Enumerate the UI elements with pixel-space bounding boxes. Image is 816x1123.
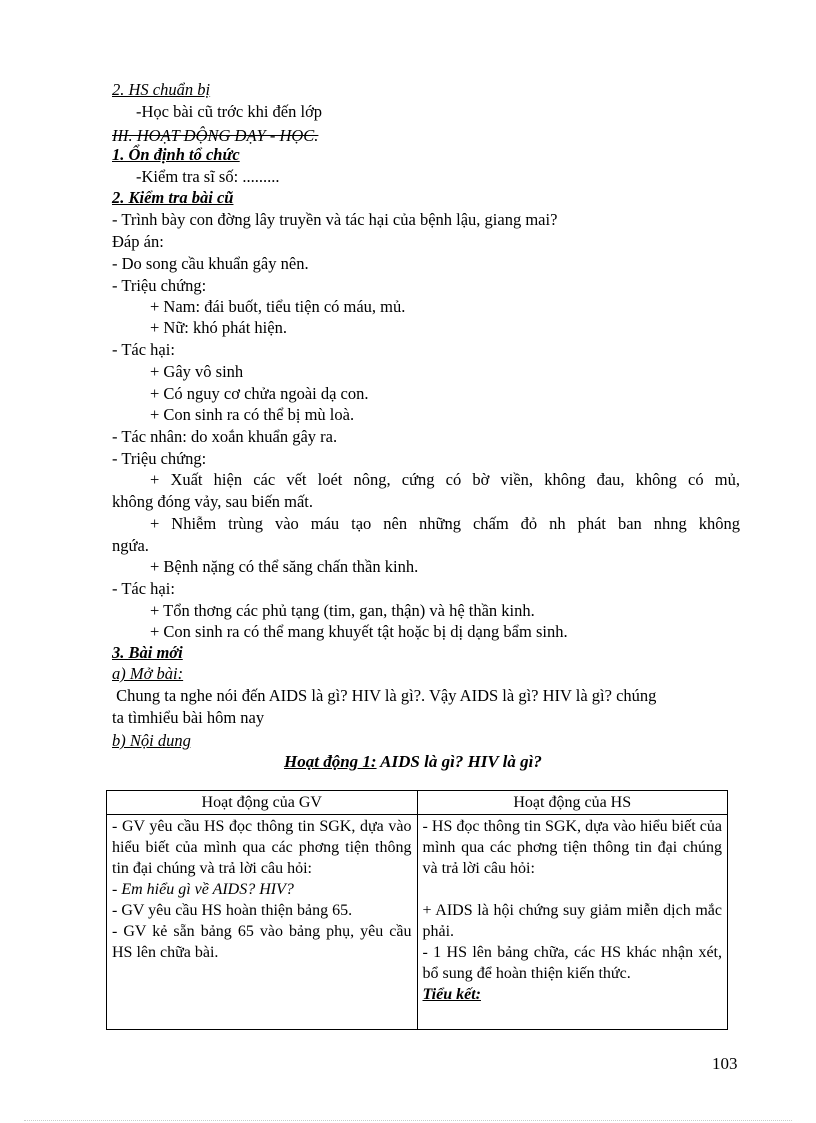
answer-line: + Con sinh ra có thể bị mù loà. xyxy=(150,405,355,424)
answer-line: + Gây vô sinh xyxy=(150,362,244,381)
answer-line: + Tổn thơng các phủ tạng (tim, gan, thận) và hệ thần kinh. xyxy=(150,601,535,620)
summary-label: Tiểu kết: xyxy=(422,986,481,1003)
prep-heading: 2. HS chuẩn bị xyxy=(112,80,211,99)
hs-cell xyxy=(417,815,728,1030)
gv-question: - Em hiểu gì về AIDS? HIV? xyxy=(112,881,294,898)
spacer xyxy=(423,879,723,900)
answer-line: + Nam: đái buốt, tiểu tiện có máu, mủ. xyxy=(150,297,406,316)
gv-line: - GV kẻ sẵn bảng 65 vào bảng phụ, yêu cầu HS lên chữa bài. xyxy=(112,923,412,961)
answer-line: không đóng vảy, sau biến mất. xyxy=(112,492,314,511)
activity-question: AIDS là gì? HIV là gì? xyxy=(376,752,542,771)
answer-line: - Do song cầu khuẩn gây nên. xyxy=(112,254,309,273)
hs-line: - 1 HS lên bảng chữa, các HS khác nhận xét, bổ sung để hoàn thiện kiến thức. xyxy=(422,944,722,982)
gv-cell xyxy=(107,815,418,1030)
activity-label: Hoạt động 1: xyxy=(284,752,377,771)
gv-line: - GV yêu cầu HS hoàn thiện bảng 65. xyxy=(112,902,353,919)
answer-label: Đáp án: xyxy=(112,232,164,251)
table-row xyxy=(107,815,728,1030)
intro-text-line: Chung ta nghe nói đến AIDS là gì? HIV là gì?. Vậy AIDS là gì? HIV là gì? chúng xyxy=(112,686,657,705)
answer-line: + Bệnh nặng có thể săng chấn thần kinh. xyxy=(150,557,419,576)
hs-line: - HS đọc thông tin SGK, dựa vào hiểu biết của mình qua các phơng tiện thông tin đại chúng và trả lời câu hỏi: xyxy=(422,818,722,877)
answer-line: + Con sinh ra có thể mang khuyết tật hoặc bị dị dạng bẩm sinh. xyxy=(150,622,568,641)
col-header-hs: Hoạt động của HS xyxy=(417,791,728,815)
answer-line: - Tác hại: xyxy=(112,579,175,598)
answer-line: + Có nguy cơ chửa ngoài dạ con. xyxy=(150,384,369,403)
answer-line: - Tác hại: xyxy=(112,340,175,359)
hs-line: + AIDS là hội chứng suy giảm miễn dịch mắc phải. xyxy=(422,902,722,940)
step2-heading: 2. Kiểm tra bài cũ xyxy=(112,188,234,207)
answer-line: - Triệu chứng: xyxy=(112,276,207,295)
step3-heading: 3. Bài mới xyxy=(112,643,183,662)
answer-line: - Triệu chứng: xyxy=(112,449,207,468)
step1-item: -Kiểm tra sĩ số: ......... xyxy=(136,167,280,186)
answer-line: ngứa. xyxy=(112,536,149,555)
table-header-row xyxy=(107,791,728,815)
activity-table xyxy=(106,790,728,1030)
step1-heading: 1. Ổn định tổ chức xyxy=(112,145,240,164)
answer-line: + Xuất hiện các vết loét nông, cứng có bờ viền, không đau, không có mủ, xyxy=(150,470,740,489)
section-heading: III. HOẠT ĐỘNG DẠY - HỌC. xyxy=(112,126,319,145)
activity-title xyxy=(284,752,542,772)
answer-line: + Nhiễm trùng vào máu tạo nên những chấm đỏ nh phát ban nhng không xyxy=(150,514,740,533)
prep-item: -Học bài cũ trớc khi đến lớp xyxy=(136,102,323,121)
gv-line: - GV yêu cầu HS đọc thông tin SGK, dựa vào hiểu biết của mình qua các phơng tiện thông tin đại chúng và trả lời câu hỏi: xyxy=(112,818,412,877)
step2-question: - Trình bày con đờng lây truyền và tác hại của bệnh lậu, giang mai? xyxy=(112,210,558,229)
answer-line: + Nữ: khó phát hiện. xyxy=(150,318,287,337)
answer-line: - Tác nhân: do xoắn khuẩn gây ra. xyxy=(112,427,338,446)
intro-heading: a) Mở bài: xyxy=(112,664,184,683)
content-heading: b) Nội dung xyxy=(112,731,191,750)
page-number: 103 xyxy=(712,1054,738,1073)
col-header-gv: Hoạt động của GV xyxy=(107,791,418,815)
footer-divider xyxy=(24,1120,792,1121)
intro-text-line: ta tìmhiểu bài hôm nay xyxy=(112,708,265,727)
